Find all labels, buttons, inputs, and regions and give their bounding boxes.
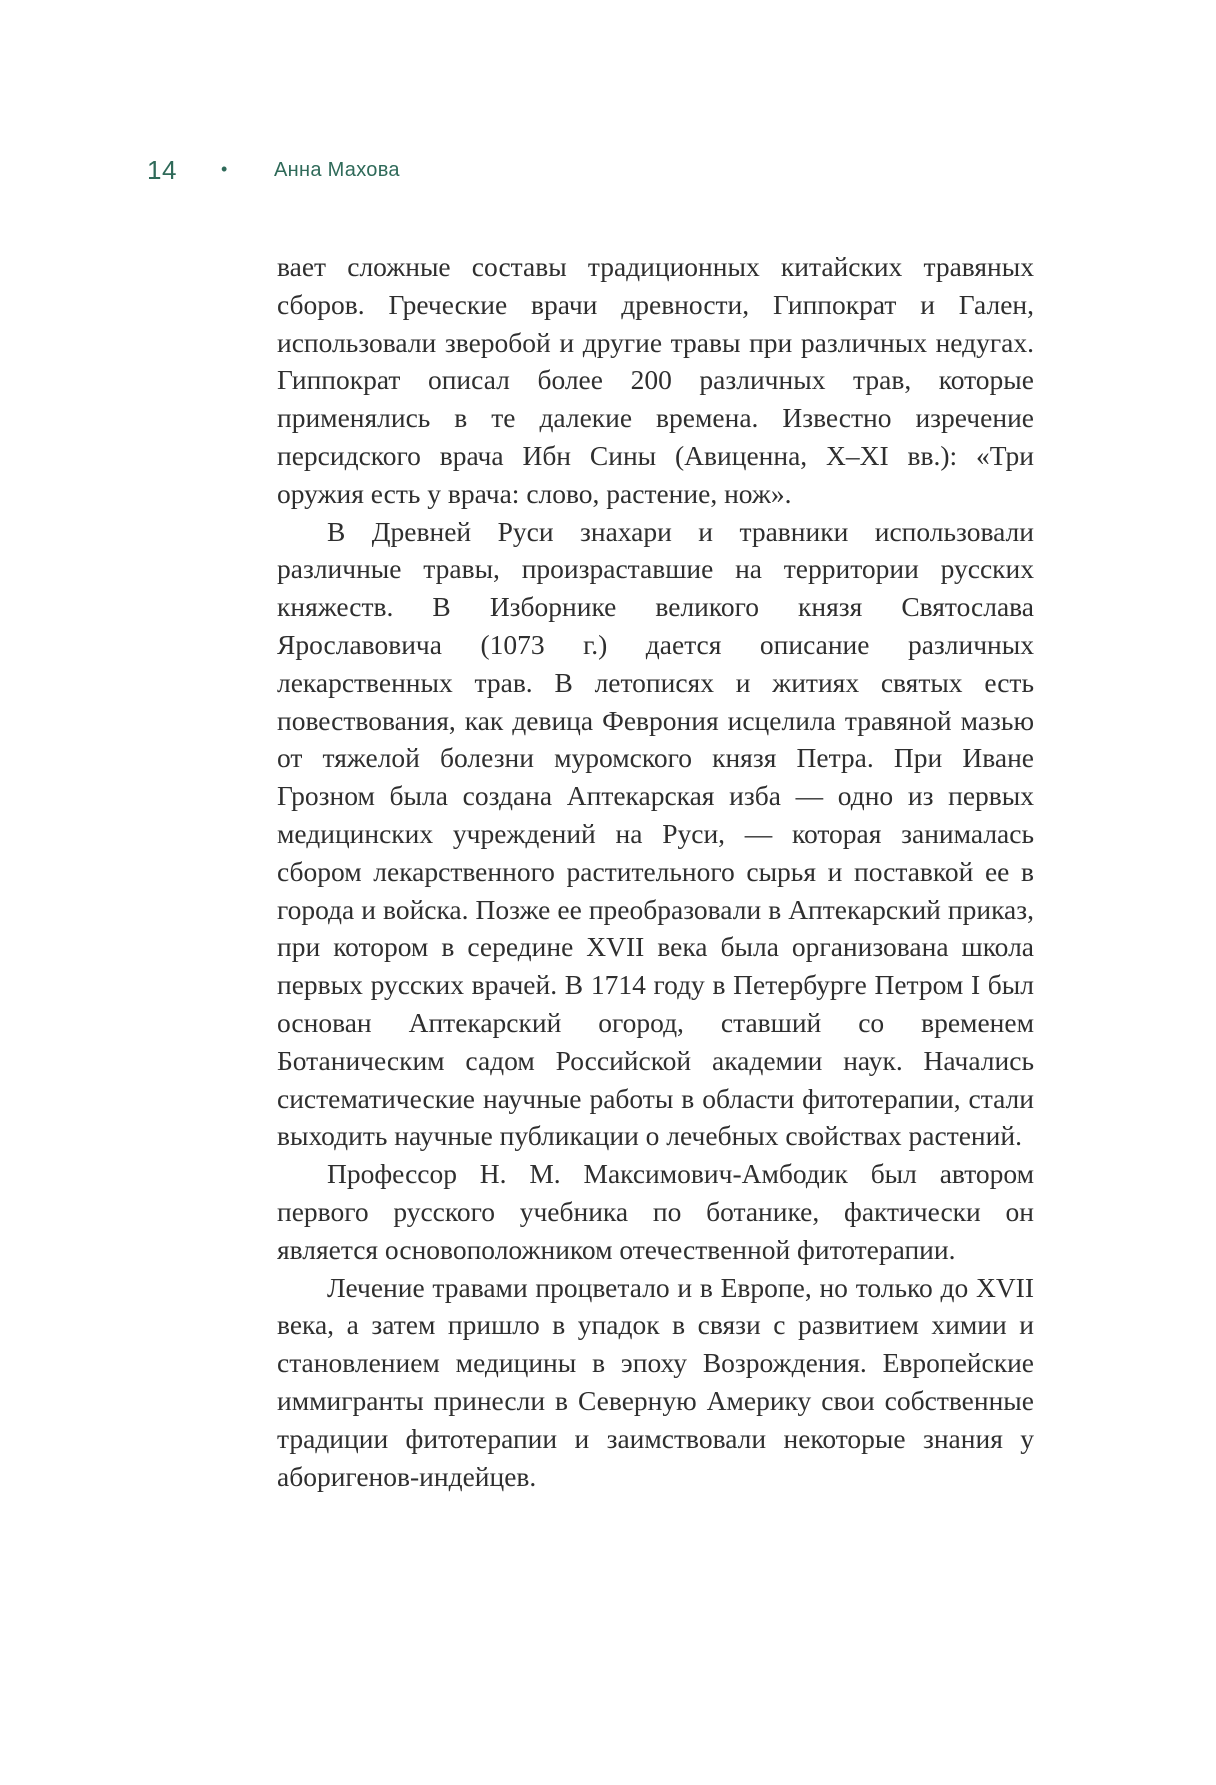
paragraph-ambodik: Профессор Н. М. Максимович-Амбодик был автором первого русского учебника по ботанике, фактически он является основоположником отечественной фитотерапии. bbox=[277, 1158, 1034, 1265]
header-separator: • bbox=[221, 158, 228, 179]
page-number: 14 bbox=[147, 154, 177, 185]
paragraph-europe: Лечение травами процветало и в Европе, но только до XVII века, а затем пришло в упадок в связи с развитием химии и становлением медицины в эпоху Возрождения. Европейские иммигранты принесли в Северную Америку свои собственные традиции фитотерапии и заимствовали некоторые знания у аборигенов-индейцев. bbox=[277, 1271, 1034, 1492]
author-name: Анна Махова bbox=[274, 158, 400, 181]
body-text bbox=[277, 248, 1034, 1495]
paragraph-continued: вает сложные составы традиционных китайских травяных сборов. Греческие врачи древности, Гиппократ и Гален, использовали зверобой и другие травы при различных недугах. Гиппократ описал более 200 различных трав, которые применялись в те далекие времена. Известно изречение персидского врача Ибн Сины (Авиценна, X–XI вв.): «Три оружия есть у врача: слово, растение, нож». bbox=[277, 251, 1034, 509]
paragraph-ancient-rus: В Древней Руси знахари и травники использовали различные травы, произраставшие на территории русских княжеств. В Изборнике великого князя Святослава Ярославовича (1073 г.) дается описание различных лекарственных трав. В летописях и житиях святых есть повествования, как девица Феврония исцелила травяной мазью от тяжелой болезни муромского князя Петра. При Иване Грозном была создана Аптекарская изба — одно из первых медицинских учреждений на Руси, — которая занималась сбором лекарственного растительного сырья и поставкой ее в города и войска. Позже ее преобразовали в Аптекарский приказ, при котором в середине XVII века была организована школа первых русских врачей. В 1714 году в Петербурге Петром I был основан Аптекарский огород, ставший со временем Ботаническим садом Российской академии наук. Начались систематические научные работы в области фитотерапии, стали выходить научные публикации о лечебных свойствах растений. bbox=[277, 515, 1034, 1152]
running-head bbox=[147, 150, 400, 190]
